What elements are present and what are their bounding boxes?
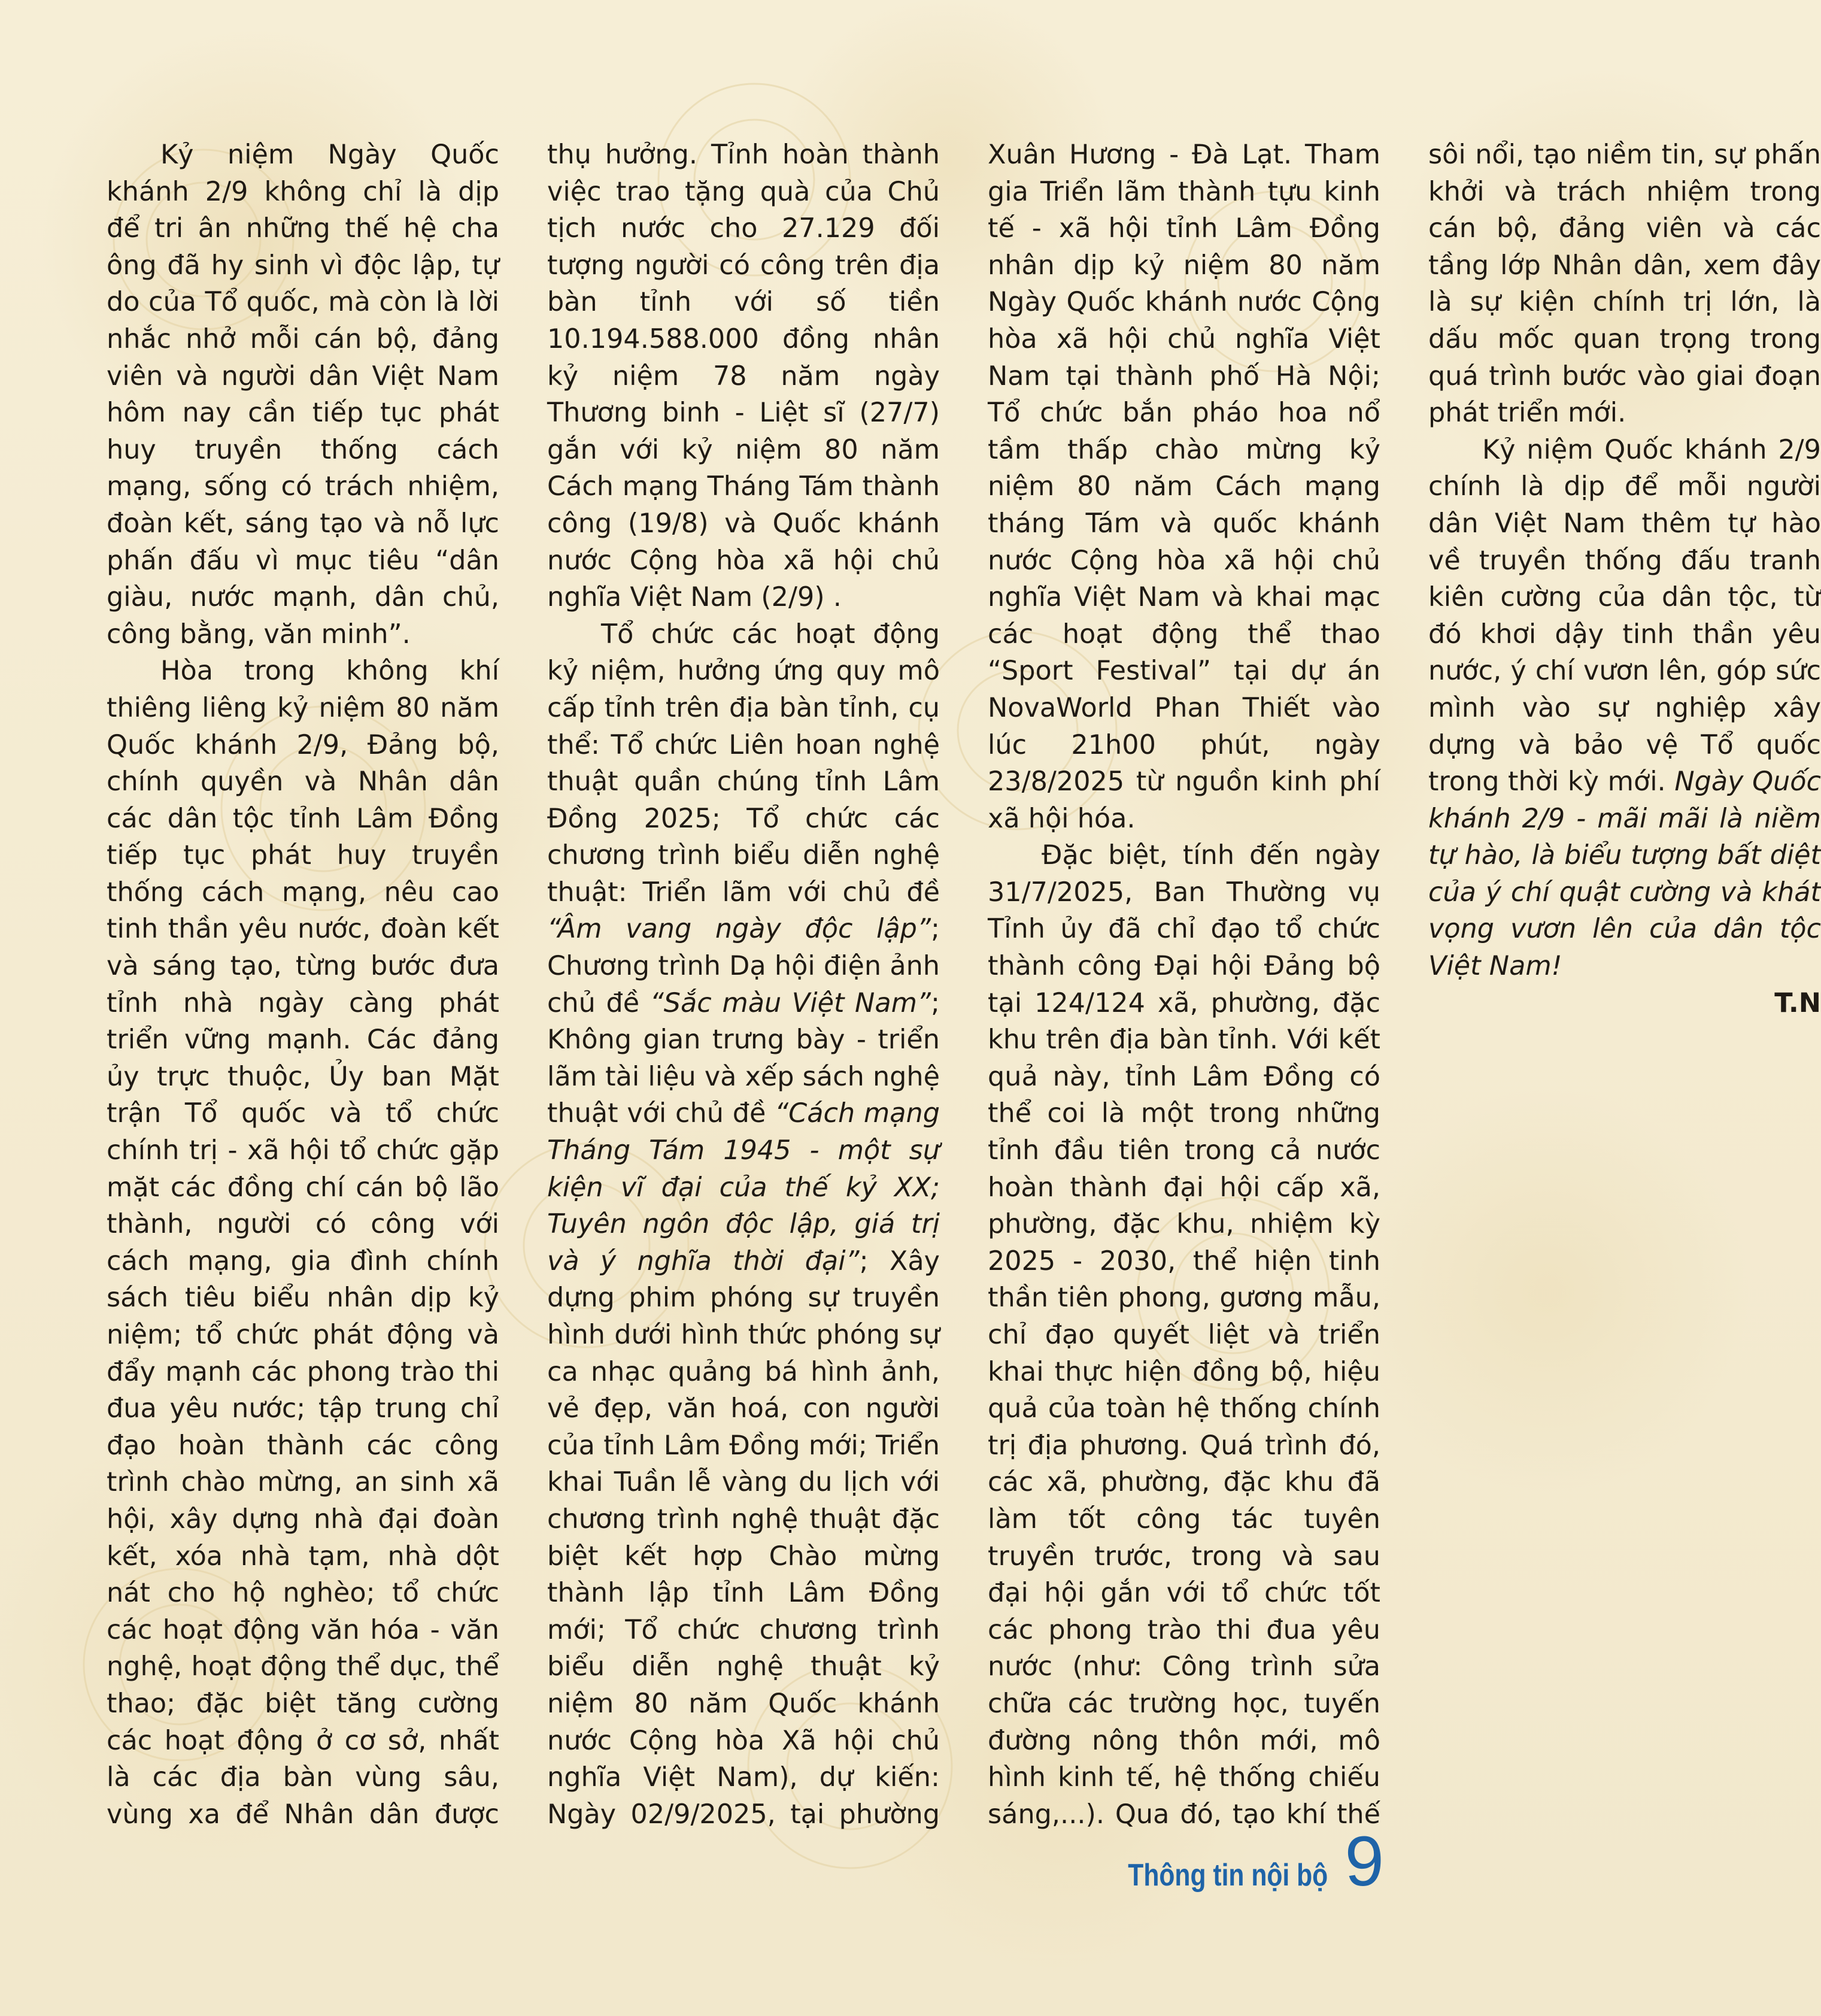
paragraph-anniversary: Hòa trong không khí thiêng liêng kỷ niệm 80 năm Quốc khánh 2/9, Đảng bộ, chính quyền và Nhân dân các dân tộc tỉnh Lâm Đồng tiếp tục phát huy truyền thống cách mạng, nêu cao tinh thần yêu nước, đoàn kết và sáng tạo, từng bước đưa tỉnh nhà ngày càng phát triển vững mạnh. Các đảng ủy trực thuộc, Ủy ban Mặt trận Tổ quốc và tổ chức chính trị - xã hội tổ chức gặp mặt các đồng chí cán bộ lão thành, người có công với cách mạng, gia đình chính sách tiêu biểu nhân dịp kỷ niệm; tổ chức phát động và đẩy mạnh các phong trào thi đua yêu nước; tập trung chỉ đạo hoàn thành các công trình chào mừng, an sinh xã hội, xây dựng nhà đại đoàn kết, xóa nhà tạm, nhà dột nát cho hộ nghèo; tổ chức các hoạt động văn hóa - văn nghệ, hoạt động thể dục, thể thao; đặc biệt tăng cường các hoạt động ở cơ sở, nhất là các địa bàn vùng sâu, vùng xa để Nhân dân được thụ hưởng. Tỉnh hoàn thành việc trao tặng quà của Chủ tịch nước cho 27.129 đối tượng người có công trên địa bàn tỉnh với số tiền 10.194.588.000 đồng nhân kỷ niệm 78 năm ngày Thương binh - Liệt sĩ (27/7) gắn với kỷ niệm 80 năm Cách mạng Tháng Tám thành công (19/8) và Quốc khánh nước Cộng hòa xã hội chủ nghĩa Việt Nam (2/9) . (107, 140, 940, 1830)
paragraph-conclusion-text: Kỷ niệm Quốc khánh 2/9 chính là dịp để mỗi người dân Việt Nam thêm tự hào về truyền thống đấu tranh kiên cường của dân tộc, từ đó khơi dậy tinh thần yêu nước, ý chí vươn lên, góp sức mình vào sự nghiệp xây dựng và bảo vệ Tổ quốc trong thời kỳ mới. (1428, 434, 1821, 798)
paragraph-activities-text-4: ; Xây dựng phim phóng sự truyền hình dưới hình thức phóng sự ca nhạc quảng bá hình ảnh, vẻ đẹp, văn hoá, con người của tỉnh Lâm Đồng mới; Triển khai Tuần lễ vàng du lịch với chương trình nghệ thuật đặc biệt kết hợp Chào mừng thành lập tỉnh Lâm Đồng mới; Tổ chức chương trình biểu diễn nghệ thuật kỷ niệm 80 năm Quốc khánh nước Cộng hòa Xã hội chủ nghĩa Việt Nam), dự kiến: Ngày 02/9/2025, tại phường Xuân Hương - Đà Lạt. Tham gia Triển lãm thành tựu kinh tế - xã hội tỉnh Lâm Đồng nhân dịp kỷ niệm 80 năm Ngày Quốc khánh nước Cộng hòa xã hội chủ nghĩa Việt Nam tại thành phố Hà Nội; Tổ chức bắn pháo hoa nổ tầm thấp chào mừng kỷ niệm 80 năm Cách mạng tháng Tám và quốc khánh nước Cộng hòa xã hội chủ nghĩa Việt Nam và khai mạc các hoạt động thể thao “Sport Festival” tại dự án NovaWorld Phan Thiết vào lúc 21h00 phút, ngày 23/8/2025 từ nguồn kinh phí xã hội hóa. (547, 140, 1380, 1830)
article-body (107, 137, 1821, 1837)
page-number: 9 (1344, 1822, 1384, 1901)
paragraph-intro: Kỷ niệm Ngày Quốc khánh 2/9 không chỉ là dịp để tri ân những thế hệ cha ông đã hy sinh vì độc lập, tự do của Tổ quốc, mà còn là lời nhắc nhở mỗi cán bộ, đảng viên và người dân Việt Nam hôm nay cần tiếp tục phát huy truyền thống cách mạng, sống có trách nhiệm, đoàn kết, sáng tạo và nỗ lực phấn đấu vì mục tiêu “dân giàu, nước mạnh, dân chủ, công bằng, văn minh”. (107, 140, 499, 650)
exhibition-title: “Âm vang ngày độc lập” (547, 914, 931, 945)
page-footer (1084, 1822, 1384, 1904)
closing-quote: Ngày Quốc khánh 2/9 - mãi mãi là niềm tự hào, là biểu tượng bất diệt của ý chí quật cường và khát vọng vươn lên của dân tộc Việt Nam! (1428, 766, 1821, 982)
paragraph-activities-text-2: ; Chương trình Dạ hội điện ảnh chủ đề (547, 914, 940, 1018)
author-signature: T.N (1774, 987, 1821, 1018)
display-space-title: “Cách mạng Tháng Tám 1945 - một sự kiện vĩ đại của thế kỷ XX; Tuyên ngôn độc lập, giá trị và ý nghĩa thời đại” (547, 1098, 940, 1277)
paragraph-congress: Đặc biệt, tính đến ngày 31/7/2025, Ban Thường vụ Tỉnh ủy đã chỉ đạo tổ chức thành công Đại hội Đảng bộ tại 124/124 xã, phường, đặc khu trên địa bàn tỉnh. Với kết quả này, tỉnh Lâm Đồng có thể coi là một trong những tỉnh đầu tiên trong cả nước hoàn thành đại hội cấp xã, phường, đặc khu, nhiệm kỳ 2025 - 2030, thể hiện tinh thần tiên phong, gương mẫu, chỉ đạo quyết liệt và triển khai thực hiện đồng bộ, hiệu quả của toàn hệ thống chính trị địa phương. Quá trình đó, các xã, phường, đặc khu đã làm tốt công tác tuyên truyền trước, trong và sau đại hội gắn với tổ chức tốt các phong trào thi đua yêu nước (như: Công trình sửa chữa các trường học, tuyến đường nông thôn mới, mô hình kinh tế, hệ thống chiếu sáng,...). Qua đó, tạo khí thế sôi nổi, tạo niềm tin, sự phấn khởi và trách nhiệm trong cán bộ, đảng viên và các tầng lớp Nhân dân, xem đây là sự kiện chính trị lớn, là dấu mốc quan trọng trong quá trình bước vào giai đoạn phát triển mới. (988, 140, 1821, 1830)
paragraph-conclusion (1428, 432, 1821, 985)
paragraph-activities-text-3: ; Không gian trưng bày - triển lãm tài liệu và xếp sách nghệ thuật với chủ đề (547, 987, 940, 1129)
film-gala-title: “Sắc màu Việt Nam” (650, 987, 931, 1018)
paragraph-activities-text-1: Tổ chức các hoạt động kỷ niệm, hưởng ứng quy mô cấp tỉnh trên địa bàn tỉnh, cụ thể: Tổ chức Liên hoan nghệ thuật quần chúng tỉnh Lâm Đồng 2025; Tổ chức các chương trình biểu diễn nghệ thuật: Triển lãm với chủ đề (547, 619, 940, 908)
publication-name: Thông tin nội bộ (1128, 1858, 1328, 1893)
